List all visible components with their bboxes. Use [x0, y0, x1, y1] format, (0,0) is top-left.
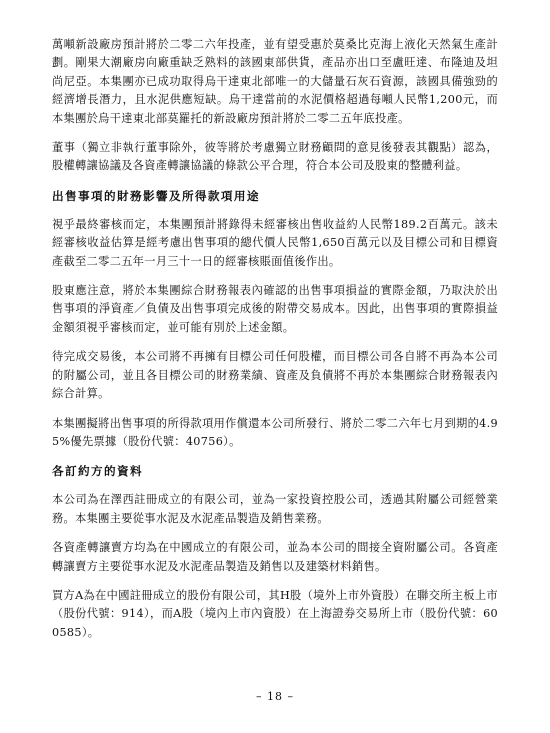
paragraph-disposal-gain: 視乎最終審核而定，本集團預計將錄得未經審核出售收益約人民幣189.2百萬元。該未經審核收益估算是經考慮出售事項的總代價人民幣1,650百萬元以及目標公司和目標資產截至二零二五年一月三十一日的經審核賬面值後作出。 [52, 217, 498, 268]
paragraph-directors-opinion: 董事（獨立非執行董事除外，彼等將於考慮獨立財務顧問的意見後發表其觀點）認為，股權轉讓協議及各資產轉讓協議的條款公平合理，符合本公司及股東的整體利益。 [52, 141, 498, 173]
paragraph-completion: 待完成交易後，本公司將不再擁有目標公司任何股權，而目標公司各自將不再為本公司的附屬公司，並且各目標公司的財務業績、資產及負債將不再於本集團綜合財務報表內綜合計算。 [52, 350, 498, 401]
paragraph-asset-vendors-info: 各資產轉讓賣方均為在中國成立的有限公司，並為本公司的間接全資附屬公司。各資產轉讓賣方主要從事水泥及水泥產品製造及銷售以及建築材料銷售。 [52, 541, 498, 573]
paragraph-purchaser-a-info: 買方A為在中國註冊成立的股份有限公司，其H股（境外上市外資股）在聯交所主板上市（股份代號：914），而A股（境內上市內資股）在上海證券交易所上市（股份代號：600585）。 [52, 588, 498, 639]
section-heading-financial-effects: 出售事項的財務影響及所得款項用途 [52, 188, 260, 203]
section-heading-parties-information: 各訂約方的資料 [52, 464, 143, 479]
paragraph-shareholder-note: 股東應注意，將於本集團綜合財務報表內確認的出售事項損益的實際金額，乃取決於出售事項的淨資產／負債及出售事項完成後的附帶交易成本。因此，出售事項的實際損益金額須視乎審核而定，並可能有別於上述金額。 [52, 284, 498, 334]
paragraph-company-info: 本公司為在澤西註冊成立的有限公司，並為一家投資控股公司，透過其附屬公司經營業務。本集團主要從事水泥及水泥產品製造及銷售業務。 [52, 493, 498, 525]
page-number: – 18 – [256, 690, 294, 703]
document-page [52, 36, 498, 642]
paragraph-uganda-plants: 萬噸新設廠房預計將於二零二六年投產，並有望受惠於莫桑比克海上液化天然氣生產計劃。剛果大潮廠房向廠重缺乏熟料的該國東部供貨，產品亦出口至盧旺達、布隆迪及坦尚尼亞。本集團亦已成功取得烏干達東北部唯一的大儲量石灰石資源，該國具備強勁的經濟增長潛力，且水泥供應短缺。烏干達當前的水泥價格超過每噸人民幣1,200元，而本集團於烏干達東北部莫羅托的新設廠房預計將於二零二五年底投產。 [52, 38, 498, 125]
paragraph-use-of-proceeds: 本集團擬將出售事項的所得款項用作償還本公司所發行、將於二零二六年七月到期的4.95%優先票據（股份代號：40756）。 [52, 416, 498, 448]
